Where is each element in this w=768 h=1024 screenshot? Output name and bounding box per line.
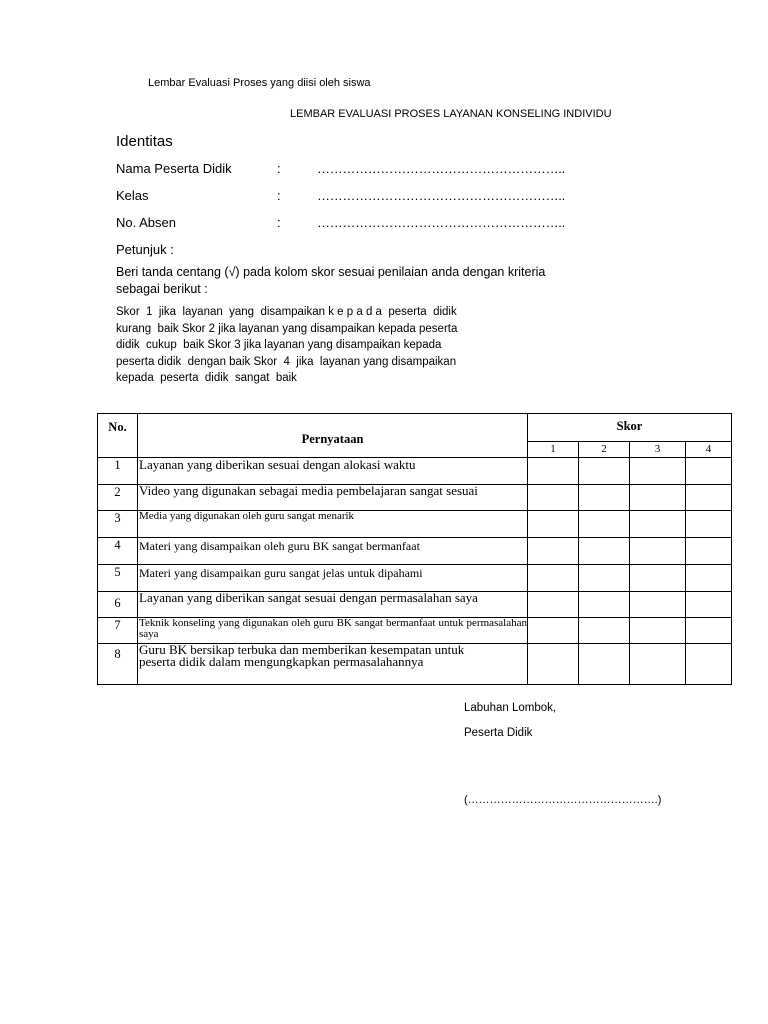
score-cell[interactable] (630, 592, 686, 618)
form-subtitle: Lembar Evaluasi Proses yang diisi oleh siswa (148, 77, 371, 89)
row-statement: Materi yang disampaikan guru sangat jelas untuk dipahami (138, 565, 528, 592)
score-cell[interactable] (528, 458, 579, 485)
score-cell[interactable] (579, 618, 630, 644)
table-row (98, 538, 732, 565)
row-number: 7 (98, 618, 138, 644)
table-row (98, 592, 732, 618)
identity-absen-field[interactable]: ………………………………………………….. (317, 215, 565, 230)
score-cell[interactable] (528, 511, 579, 538)
score-cell[interactable] (686, 485, 732, 511)
score-level-header: 1 (528, 442, 579, 458)
row-statement: Teknik konseling yang digunakan oleh guru BK sangat bermanfaat untuk permasalahan saya (138, 618, 528, 644)
row-statement: Video yang digunakan sebagai media pembelajaran sangat sesuai (138, 485, 528, 511)
score-cell[interactable] (528, 485, 579, 511)
score-cell[interactable] (528, 618, 579, 644)
score-cell[interactable] (686, 565, 732, 592)
row-statement: Materi yang disampaikan oleh guru BK sangat bermanfaat (138, 538, 528, 565)
identity-name-label: Nama Peserta Didik (116, 161, 232, 176)
identity-name-field[interactable]: ………………………………………………….. (317, 161, 565, 176)
score-level-header: 3 (630, 442, 686, 458)
score-cell[interactable] (630, 644, 686, 685)
row-number: 2 (98, 485, 138, 511)
score-cell[interactable] (579, 592, 630, 618)
score-cell[interactable] (686, 511, 732, 538)
criteria-line: Skor 1 jika layanan yang disampaikan k e p a d a peserta didik (116, 306, 457, 318)
row-number: 1 (98, 458, 138, 485)
score-cell[interactable] (686, 592, 732, 618)
row-number: 5 (98, 565, 138, 592)
column-header-score: Skor (528, 414, 732, 442)
score-cell[interactable] (579, 644, 630, 685)
score-cell[interactable] (528, 644, 579, 685)
score-cell[interactable] (630, 565, 686, 592)
score-cell[interactable] (686, 458, 732, 485)
criteria-line: didik cukup baik Skor 3 jika layanan yang disampaikan kepada (116, 339, 442, 351)
score-cell[interactable] (630, 511, 686, 538)
score-level-header: 4 (686, 442, 732, 458)
instructions-intro (116, 264, 545, 298)
score-cell[interactable] (528, 538, 579, 565)
score-level-header: 2 (579, 442, 630, 458)
score-cell[interactable] (686, 618, 732, 644)
form-title: LEMBAR EVALUASI PROSES LAYANAN KONSELING INDIVIDU (290, 108, 612, 120)
instructions-intro-line: Beri tanda centang (√) pada kolom skor sesuai penilaian anda dengan kriteria (116, 265, 546, 279)
table-row (98, 458, 732, 485)
table-row (98, 511, 732, 538)
score-cell[interactable] (579, 565, 630, 592)
table-row (98, 644, 732, 685)
identity-class-field[interactable]: ………………………………………………….. (317, 188, 565, 203)
score-cell[interactable] (579, 485, 630, 511)
score-cell[interactable] (686, 644, 732, 685)
instructions-heading: Petunjuk : (116, 242, 174, 257)
row-number: 6 (98, 592, 138, 618)
score-criteria (116, 304, 457, 387)
row-statement: Guru BK bersikap terbuka dan memberikan kesempatan untuk peserta didik dalam mengungkapkan permasalahannya (138, 644, 528, 685)
score-cell[interactable] (630, 538, 686, 565)
score-cell[interactable] (579, 458, 630, 485)
row-statement: Media yang digunakan oleh guru sangat menarik (138, 511, 528, 538)
score-cell[interactable] (630, 618, 686, 644)
identity-absen-label: No. Absen (116, 215, 176, 230)
table-row (98, 485, 732, 511)
row-number: 3 (98, 511, 138, 538)
score-cell[interactable] (630, 485, 686, 511)
table-row (98, 618, 732, 644)
row-statement: Layanan yang diberikan sesuai dengan alokasi waktu (138, 458, 528, 485)
signature-place: Labuhan Lombok, (464, 702, 557, 714)
criteria-line: kurang baik Skor 2 jika layanan yang disampaikan kepada peserta (116, 322, 458, 335)
score-cell[interactable] (686, 538, 732, 565)
score-cell[interactable] (528, 565, 579, 592)
identity-name-colon: : (277, 161, 281, 176)
score-cell[interactable] (579, 511, 630, 538)
instructions-intro-line: sebagai berikut : (116, 282, 208, 296)
row-number: 8 (98, 644, 138, 685)
row-statement: Layanan yang diberikan sangat sesuai dengan permasalahan saya (138, 592, 528, 618)
column-header-statement: Pernyataan (138, 414, 528, 458)
signature-name-line[interactable]: (…………………………………………….) (464, 794, 662, 806)
criteria-line: kepada peserta didik sangat baik (116, 372, 297, 384)
evaluation-table (97, 413, 732, 685)
identity-class-colon: : (277, 188, 281, 203)
criteria-line: peserta didik dengan baik Skor 4 jika layanan yang disampaikan (116, 355, 457, 368)
column-header-no: No. (98, 414, 138, 458)
identity-absen-colon: : (277, 215, 281, 230)
row-number: 4 (98, 538, 138, 565)
signature-role: Peserta Didik (464, 727, 533, 739)
table-row (98, 565, 732, 592)
score-cell[interactable] (630, 458, 686, 485)
identity-class-label: Kelas (116, 188, 149, 203)
score-cell[interactable] (528, 592, 579, 618)
identity-heading: Identitas (116, 133, 173, 150)
score-cell[interactable] (579, 538, 630, 565)
